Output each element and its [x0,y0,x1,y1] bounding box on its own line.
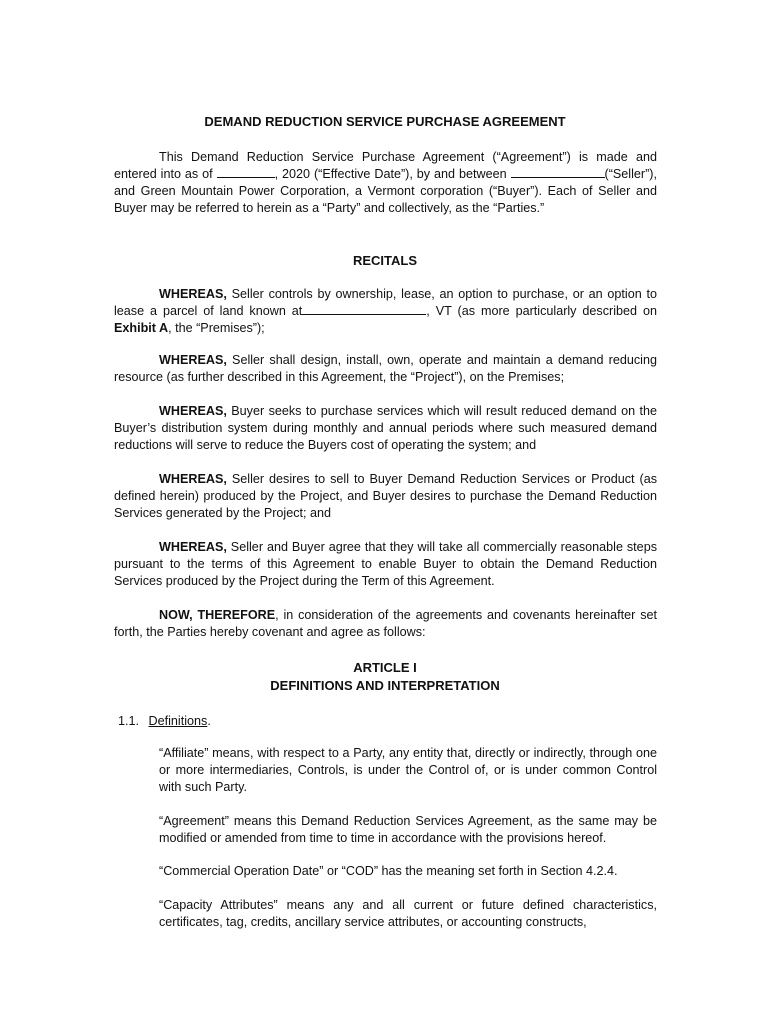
section-period: . [207,714,211,728]
recital-3-text: Buyer seeks to purchase services which will result reduced demand on the Buyer’s distribution system during monthly and annual periods where such measured demand reductions will serve to reduce the Buyers cost of operating the system; and [114,404,657,452]
recital-5-lead: WHEREAS, [159,540,227,554]
recitals-heading: RECITALS [352,253,418,268]
recital-2-lead: WHEREAS, [159,353,227,367]
section-heading [118,713,211,730]
article-title: DEFINITIONS AND INTERPRETATION [270,678,500,693]
recital-4 [114,471,657,522]
recital-1-text-c: , the “Premises”); [168,321,265,335]
article-number: ARTICLE I [353,660,417,675]
date-blank [217,166,275,178]
intro-text-2: , 2020 (“Effective Date”), by and between [274,167,507,181]
intro-text-3: (“Seller”), and Green Mountain Power Corporation, a Vermont corporation (“Buyer”). Each of Seller and Buyer may be referred to herein as a “Party” and collectively, as the “Parties.” [114,167,657,215]
exhibit-a-label: Exhibit A [114,321,169,335]
recital-5-text: Seller and Buyer agree that they will take all commercially reasonable steps pursuant to the terms of this Agreement to enable Buyer to obtain the Demand Reduction Services produced by the Project during the Term of this Agreement. [114,540,657,588]
now-therefore-lead: NOW, THEREFORE [159,608,276,622]
seller-blank [511,166,605,178]
definition-agreement: “Agreement” means this Demand Reduction Services Agreement, as the same may be modified or amended from time to time in accordance with the provisions hereof. [159,814,657,845]
recital-2-text: Seller shall design, install, own, operate and maintain a demand reducing resource (as further described in this Agreement, the “Project”), on the Premises; [114,353,657,384]
recital-1-lead: WHEREAS, [159,287,227,301]
recital-1 [114,286,657,337]
document-title: DEMAND REDUCTION SERVICE PURCHASE AGREEMENT [204,114,566,129]
recital-5 [114,539,657,590]
now-therefore-text: , in consideration of the agreements and covenants hereinafter set forth, the Parties hereby covenant and agree as follows: [114,608,657,639]
recital-4-lead: WHEREAS, [159,472,227,486]
now-therefore-paragraph [114,607,657,641]
section-number: 1.1. [118,714,140,728]
definition-cod: “Commercial Operation Date” or “COD” has the meaning set forth in Section 4.2.4. [159,864,618,878]
land-blank [302,303,426,315]
recital-1-text-b: , VT (as more particularly described on [426,304,657,318]
recital-2 [114,352,657,386]
recital-3-lead: WHEREAS, [159,404,227,418]
intro-paragraph [114,149,657,217]
definition-affiliate: “Affiliate” means, with respect to a Party, any entity that, directly or indirectly, through one or more intermediaries, Controls, is under the Control of, or is under common Control with such Party. [159,746,657,794]
recital-1-text-a: Seller controls by ownership, lease, an option to purchase, or an option to lease a parcel of land known at [114,287,657,318]
recital-3 [114,403,657,454]
definition-capacity-attributes: “Capacity Attributes” means any and all current or future defined characteristics, certificates, tag, credits, ancillary service attributes, or accounting constructs, [159,898,657,929]
intro-text-1: This Demand Reduction Service Purchase Agreement (“Agreement”) is made and entered into as of [114,150,657,181]
recital-4-text: Seller desires to sell to Buyer Demand Reduction Services or Product (as defined herein) produced by the Project, and Buyer desires to purchase the Demand Reduction Services generated by the Project; and [114,472,657,520]
section-title: Definitions [148,714,208,728]
